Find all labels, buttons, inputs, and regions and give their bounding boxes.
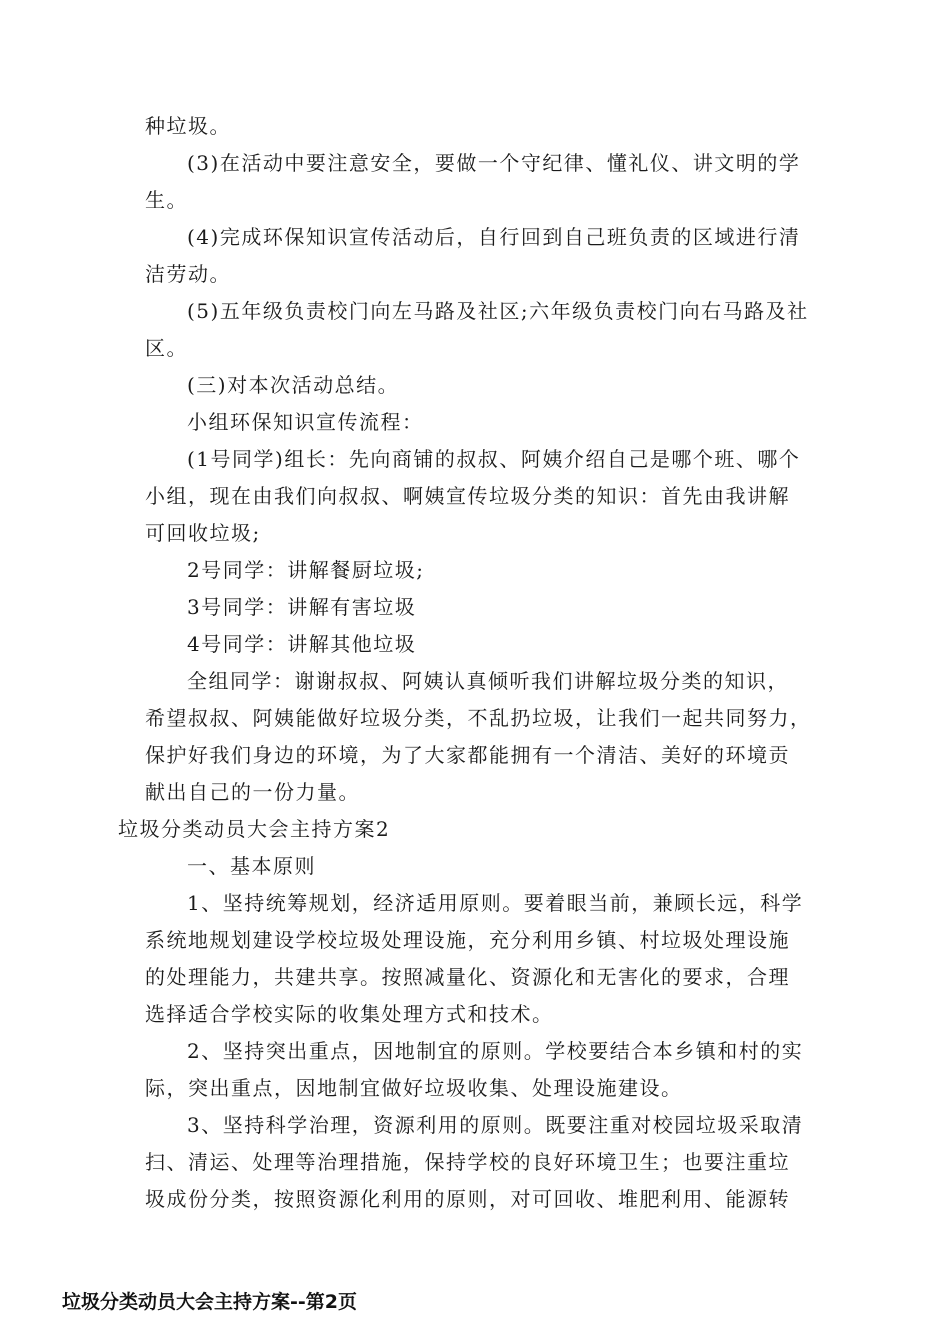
page-footer: 垃圾分类动员大会主持方案--第2页 [62,1291,357,1313]
text-line: 一、基本原则 [187,854,316,878]
text-line: 圾成份分类，按照资源化利用的原则，对可回收、堆肥利用、能源转 [145,1187,790,1211]
text-line: 2、坚持突出重点，因地制宜的原则。学校要结合本乡镇和村的实 [187,1039,804,1063]
text-line: 洁劳动。 [145,262,231,286]
text-line: 1、坚持统筹规划，经济适用原则。要着眼当前，兼顾长远，科学 [187,891,804,915]
text-line: 3、坚持科学治理，资源利用的原则。既要注重对校园垃圾采取清 [187,1113,804,1137]
text-line: 的处理能力，共建共享。按照减量化、资源化和无害化的要求，合理 [145,965,790,989]
text-line: 4号同学：讲解其他垃圾 [187,632,417,656]
body-text [118,108,815,1218]
text-line: 2号同学：讲解餐厨垃圾; [187,558,425,582]
text-line: 种垃圾。 [145,114,231,138]
text-line: 小组环保知识宣传流程： [187,410,424,434]
text-line: 际，突出重点，因地制宜做好垃圾收集、处理设施建设。 [145,1076,683,1100]
text-line: 系统地规划建设学校垃圾处理设施，充分利用乡镇、村垃圾处理设施 [145,928,790,952]
text-line: 可回收垃圾; [145,521,261,545]
text-line: 献出自己的一份力量。 [145,780,360,804]
text-line: 选择适合学校实际的收集处理方式和技术。 [145,1002,554,1026]
text-line: (3)在活动中要注意安全，要做一个守纪律、懂礼仪、讲文明的学 [187,151,801,175]
text-line: 希望叔叔、阿姨能做好垃圾分类，不乱扔垃圾，让我们一起共同努力， [145,706,812,730]
section-heading: 垃圾分类动员大会主持方案2 [118,817,391,841]
text-line: 生。 [145,188,188,212]
text-line: (4)完成环保知识宣传活动后，自行回到自己班负责的区域进行清 [187,225,801,249]
text-line: 全组同学：谢谢叔叔、阿姨认真倾听我们讲解垃圾分类的知识， [187,669,789,693]
text-line: (三)对本次活动总结。 [187,373,400,397]
text-line: 3号同学：讲解有害垃圾 [187,595,417,619]
text-line: 区。 [145,336,188,360]
text-line: (1号同学)组长：先向商铺的叔叔、阿姨介绍自己是哪个班、哪个 [187,447,801,471]
text-line: 扫、清运、处理等治理措施，保持学校的良好环境卫生；也要注重垃 [145,1150,790,1174]
text-line: 小组，现在由我们向叔叔、啊姨宣传垃圾分类的知识：首先由我讲解 [145,484,790,508]
text-line: 保护好我们身边的环境，为了大家都能拥有一个清洁、美好的环境贡 [145,743,790,767]
text-line: (5)五年级负责校门向左马路及社区;六年级负责校门向右马路及社 [187,299,809,323]
